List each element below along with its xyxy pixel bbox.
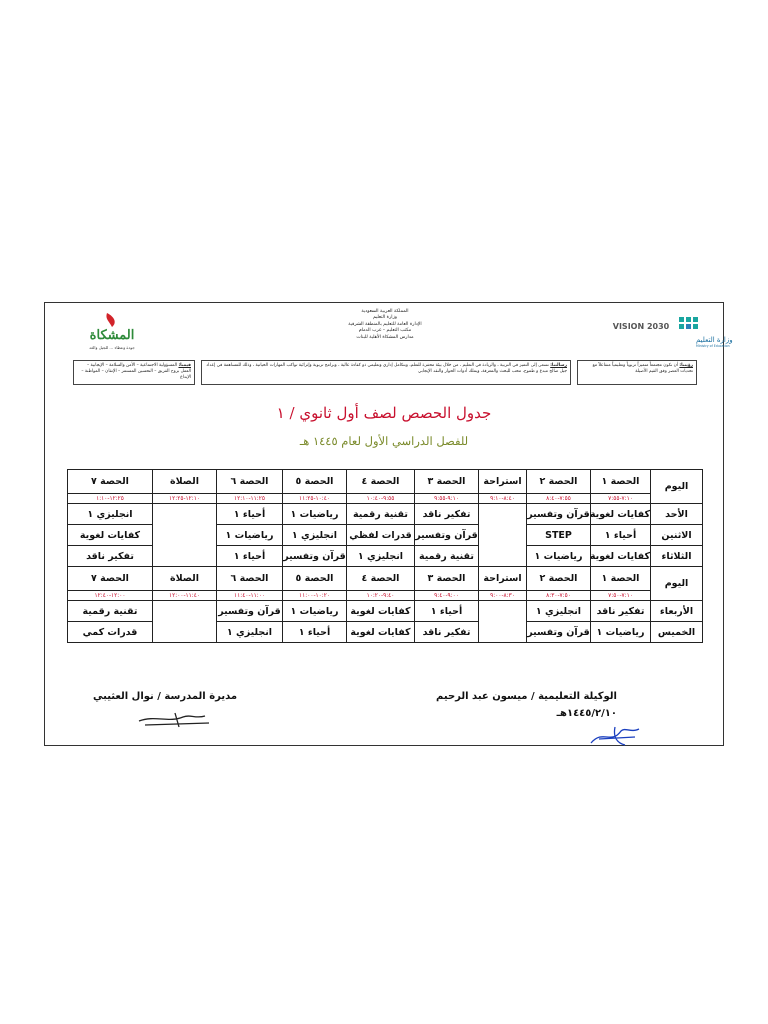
- principal-name: مديرة المدرسة / نوال العثيبي: [93, 691, 238, 702]
- subject-cell: تفكير ناقد: [415, 504, 479, 525]
- period-header: الحصة ٢: [527, 567, 591, 591]
- subject-cell: قدرات كمي: [68, 622, 153, 643]
- period-header: الحصة ٤: [347, 567, 415, 591]
- period-time: ١٠:٢٠-١١:٠٠: [283, 591, 347, 601]
- period-time: ٩:١٠-٩:٥٥: [415, 494, 479, 504]
- deputy-name: الوكيلة التعليمية / ميسون عبد الرحيم: [436, 691, 617, 702]
- schedule-time-row: [68, 494, 703, 504]
- period-header: الصلاة: [153, 470, 217, 494]
- period-time: ٩:٤٠-١٠:٢٠: [347, 591, 415, 601]
- period-header: الحصة ٧: [68, 567, 153, 591]
- period-time: ٩:٠٠-٩:٤٠: [415, 591, 479, 601]
- header-line: الإدارة العامة للتعليم بالمنطقة الشرقية: [348, 321, 422, 327]
- period-time: ٧:١٠-٧:٥٠: [591, 591, 651, 601]
- day-cell: الثلاثاء: [651, 546, 703, 567]
- period-time: ١١:٢٥-١٢:١٠: [217, 494, 283, 504]
- vision-label: رؤيتنا:: [679, 363, 693, 368]
- period-time: ٧:١٠-٧:٥٥: [591, 494, 651, 504]
- subject-cell: كفايات لغوية: [591, 546, 651, 567]
- period-time: ٩:٥٥-١٠:٤٠: [347, 494, 415, 504]
- period-header: الحصة ٧: [68, 470, 153, 494]
- period-time: ١١:٠٠-١١:٤٠: [217, 591, 283, 601]
- period-header: الحصة ٣: [415, 470, 479, 494]
- period-header: استراحة: [479, 470, 527, 494]
- subject-cell: كفايات لغوية: [347, 622, 415, 643]
- break-cell: [479, 504, 527, 567]
- subject-cell: تقنية رقمية: [68, 601, 153, 622]
- deputy-signature-block: [436, 691, 617, 719]
- subject-cell: رياضيات ١: [217, 525, 283, 546]
- day-cell: الخميس: [651, 622, 703, 643]
- school-logo: [67, 309, 157, 351]
- period-header: الحصة ٦: [217, 567, 283, 591]
- school-logo-text: المشكاة: [89, 328, 135, 343]
- vision-mission-strip: [73, 360, 697, 385]
- mission-text: نسعى إلى التميز في التربية ، والريادة في التعليم ، من خلال بيئة محفزة للتعلم، وبتكامل إداري وتعليمي ذو كفاءة عالية ، وبرامج تربوية وإثرائية تواكب المهارات الحياتية ، وذلك للمساهمة في إعداد جيل صالح مبدع و طموح، محب للبحث والمعرفة، ويملك أدوات الحوار والنقد الإيجابي: [206, 363, 567, 374]
- school-logo-sub: جودة وعطاء ... للجيل والغد: [89, 345, 135, 350]
- moe-logo-text: وزارة التعليم: [696, 336, 733, 344]
- subject-cell: تفكير ناقد: [415, 622, 479, 643]
- principal-signature-mark: [135, 707, 215, 733]
- day-cell: الأربعاء: [651, 601, 703, 622]
- prayer-cell: [153, 504, 217, 567]
- subject-cell: تفكير ناقد: [591, 601, 651, 622]
- principal-signature-block: [93, 691, 237, 702]
- subject-cell: تقنية رقمية: [415, 546, 479, 567]
- subject-cell: أحياء ١: [217, 546, 283, 567]
- subject-cell: أحياء ١: [283, 622, 347, 643]
- subject-cell: كفايات لغوية: [68, 525, 153, 546]
- subject-cell: قرآن وتفسير: [527, 622, 591, 643]
- period-header: الحصة ٦: [217, 470, 283, 494]
- subject-cell: انجليزي ١: [68, 504, 153, 525]
- signature-date: ١٤٤٥/٢/١٠هـ: [556, 708, 617, 719]
- subject-cell: كفايات لغوية: [347, 601, 415, 622]
- schedule-header-row: [68, 470, 703, 494]
- values-text: المسؤولية الاجتماعية – الأمن والسلامة – الإيجابية – العمل بروح الفريق – التحسين المستمر – الإتقان – المواطنة – الإبداع: [81, 363, 191, 380]
- subject-cell: قرآن وتفسير: [283, 546, 347, 567]
- subject-cell: رياضيات ١: [283, 601, 347, 622]
- subject-cell: كفايات لغوية: [591, 504, 651, 525]
- period-header: الحصة ٥: [283, 470, 347, 494]
- subject-cell: انجليزي ١: [527, 601, 591, 622]
- period-time: ١١:٤٠-١٢:٠٠: [153, 591, 217, 601]
- subject-cell: رياضيات ١: [283, 504, 347, 525]
- period-time: ١٠:٤٠-١١:٢٥: [283, 494, 347, 504]
- period-time: ١٢:٠٠-١٢:٤٠: [68, 591, 153, 601]
- subject-cell: تقنية رقمية: [347, 504, 415, 525]
- header-line: المملكة العربية السعودية: [361, 309, 409, 314]
- subject-cell: انجليزي ١: [347, 546, 415, 567]
- subject-cell: STEP: [527, 525, 591, 546]
- vision-box: [577, 360, 697, 385]
- subject-cell: قرآن وتفسير: [527, 504, 591, 525]
- period-time: ٨:٣٠-٩:٠٠: [479, 591, 527, 601]
- document-subtitle: للفصل الدراسي الأول لعام ١٤٤٥ هـ: [299, 434, 469, 448]
- ministry-of-education-logo: [601, 309, 733, 349]
- day-column-header: اليوم: [651, 470, 703, 504]
- vision-text: أن نكون مجتمعاً متميزاً تربوياً وتعليمياً متفاعلاً مع تحديات العصر وفق القيم الأصيلة: [592, 363, 693, 374]
- day-cell: الاثنين: [651, 525, 703, 546]
- break-cell: [479, 601, 527, 643]
- period-header: الحصة ٢: [527, 470, 591, 494]
- table-row: [68, 504, 703, 525]
- schedule-document: [44, 302, 733, 746]
- values-box: [73, 360, 195, 385]
- subject-cell: انجليزي ١: [283, 525, 347, 546]
- schedule-time-row: [68, 591, 703, 601]
- header-line: مدارس المشكاة الأهلية للبنات: [356, 334, 414, 340]
- subject-cell: أحياء ١: [217, 504, 283, 525]
- subject-cell: رياضيات ١: [527, 546, 591, 567]
- period-header: الحصة ٣: [415, 567, 479, 591]
- subject-cell: تفكير ناقد: [68, 546, 153, 567]
- deputy-signature-mark: [585, 723, 645, 749]
- period-time: ٧:٥٥-٨:٤٠: [527, 494, 591, 504]
- mission-box: [201, 360, 571, 385]
- vision-2030-logo: VISION 2030: [612, 322, 670, 331]
- values-label: قيمنا:: [178, 363, 191, 368]
- moe-logo-sub: Ministry of Education: [696, 344, 730, 348]
- period-header: الصلاة: [153, 567, 217, 591]
- period-header: الحصة ١: [591, 567, 651, 591]
- subject-cell: قدرات لفظي: [347, 525, 415, 546]
- header-lines: [285, 309, 485, 341]
- header-line: مكتب التعليم – غرب الدمام: [358, 328, 412, 334]
- mission-label: رسالتنا:: [550, 363, 567, 368]
- subject-cell: أحياء ١: [415, 601, 479, 622]
- table-row: [68, 601, 703, 622]
- schedule-header-row: [68, 567, 703, 591]
- period-header: الحصة ٤: [347, 470, 415, 494]
- period-time: ١٢:١٠-١٢:٢٥: [153, 494, 217, 504]
- header-line: وزارة التعليم: [372, 315, 398, 321]
- subject-cell: قرآن وتفسير: [217, 601, 283, 622]
- document-title: جدول الحصص لصف أول ثانوي / ١: [276, 404, 492, 422]
- subject-cell: قرآن وتفسير: [415, 525, 479, 546]
- subject-cell: رياضيات ١: [591, 622, 651, 643]
- document-header: [45, 303, 733, 355]
- prayer-cell: [153, 601, 217, 643]
- period-time: ٧:٥٠-٨:٣٠: [527, 591, 591, 601]
- period-header: الحصة ١: [591, 470, 651, 494]
- day-cell: الأحد: [651, 504, 703, 525]
- subject-cell: أحياء ١: [591, 525, 651, 546]
- subject-cell: انجليزي ١: [217, 622, 283, 643]
- period-header: الحصة ٥: [283, 567, 347, 591]
- period-time: ١٢:٢٥-١:١٠: [68, 494, 153, 504]
- day-column-header: اليوم: [651, 567, 703, 601]
- schedule-table: [67, 469, 703, 643]
- period-header: استراحة: [479, 567, 527, 591]
- period-time: ٨:٤٠-٩:١٠: [479, 494, 527, 504]
